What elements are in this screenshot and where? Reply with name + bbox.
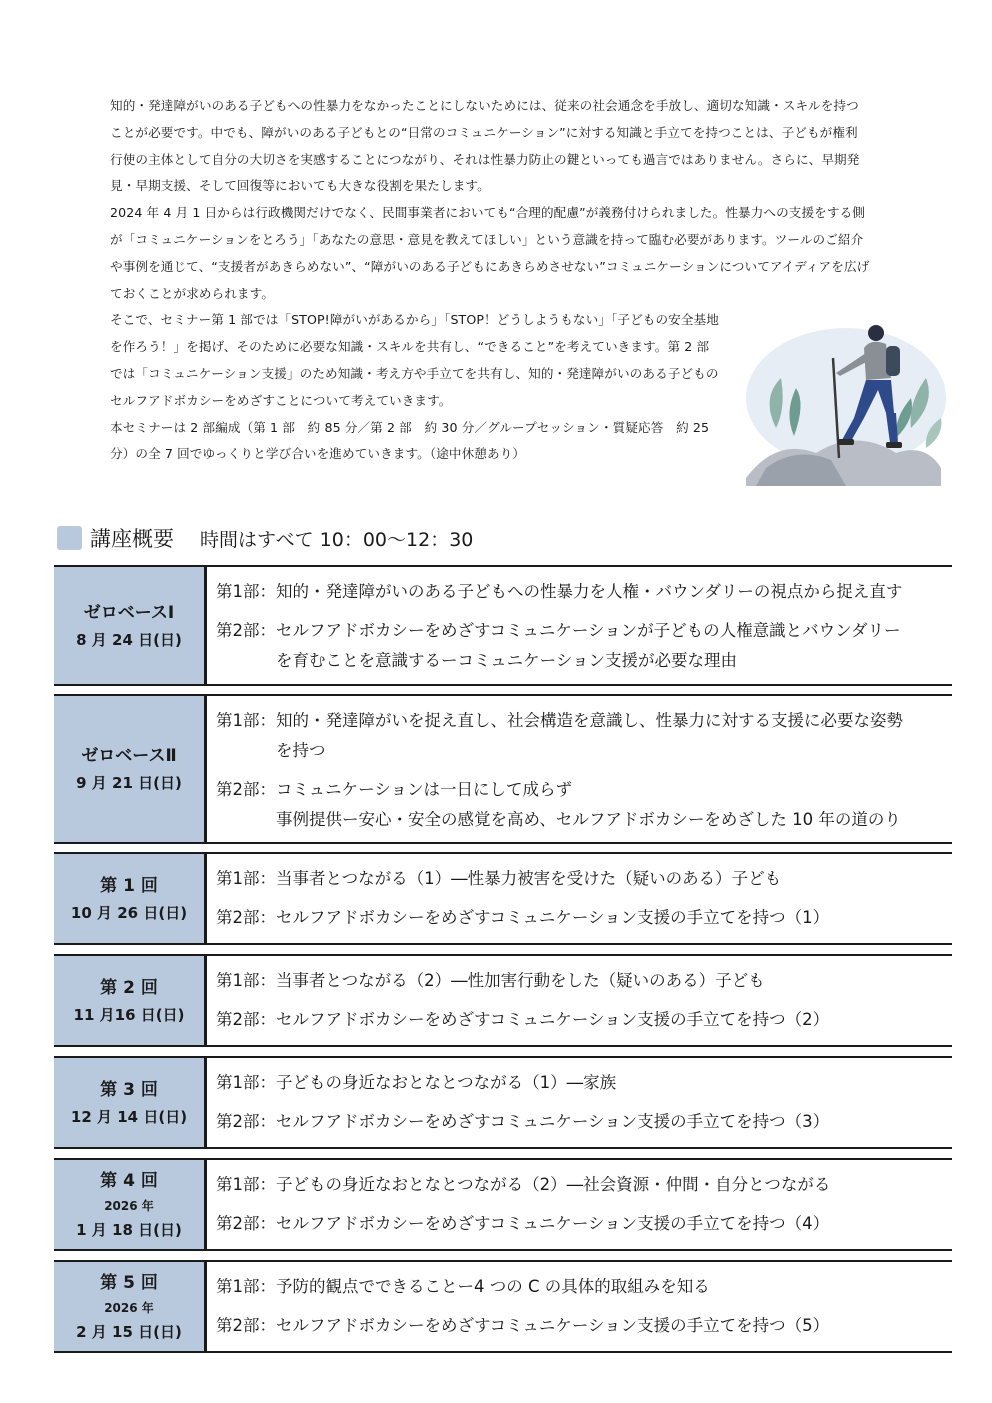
session-part: [216, 1005, 952, 1035]
intro-paragraph-4: 本セミナーは 2 部編成（第 1 部 約 85 分／第 2 部 約 30 分／グループセッション・質疑応答 約 25 分）の全 7 回でゆっくりと学び合いを進めていきます。（途中休憩あり）: [110, 419, 710, 462]
session-date: 1 月 18 日(日): [76, 1220, 182, 1239]
part-text: セルフアドボカシーをめざすコミュニケーション支援の手立てを持つ（3）: [276, 1112, 830, 1131]
part-text: 子どもの身近なおとなとつながる（1）―家族: [276, 1073, 617, 1092]
part-label: 第2部：: [216, 1214, 276, 1233]
part-label: 第1部：: [216, 1073, 276, 1092]
part-text-continued: 事例提供ー安心・安全の感覚を高め、セルフアドボカシーをめざした 10 年の道のり: [276, 810, 901, 829]
part-label: 第2部：: [216, 1112, 276, 1131]
part-label: 第1部：: [216, 869, 276, 888]
part-label: 第2部：: [216, 621, 276, 640]
session-part: [216, 1272, 952, 1302]
part-label: 第2部：: [216, 908, 276, 927]
session-label: [54, 854, 207, 943]
session-row: [54, 694, 952, 844]
session-body: [207, 1160, 952, 1249]
session-part: [216, 1068, 952, 1098]
session-body: [207, 1058, 952, 1147]
session-label: [54, 1160, 207, 1249]
heading-time: 時間はすべて 10：00～12：30: [200, 528, 474, 551]
session-part: [216, 577, 952, 607]
session-row: [54, 565, 952, 686]
hiker-illustration: [736, 318, 946, 486]
session-row: [54, 1260, 952, 1353]
session-label: [54, 956, 207, 1045]
session-label: [54, 696, 207, 842]
session-part: [216, 616, 952, 676]
session-year: 2026 年: [104, 1300, 154, 1315]
session-row: [54, 1056, 952, 1149]
session-label: [54, 1262, 207, 1351]
heading-square-icon: [57, 526, 82, 550]
session-name: ゼロベースⅠ: [83, 602, 175, 623]
session-date: 2 月 15 日(日): [76, 1322, 182, 1341]
session-part: [216, 775, 952, 835]
session-body: [207, 567, 952, 684]
part-label: 第1部：: [216, 1277, 276, 1296]
session-name: 第 3 回: [100, 1079, 158, 1100]
part-text: 知的・発達障がいのある子どもへの性暴力を人権・バウンダリーの視点から捉え直す: [276, 582, 903, 601]
session-date: 12 月 14 日(日): [70, 1107, 188, 1126]
session-row: [54, 852, 952, 945]
session-part: [216, 1209, 952, 1239]
session-date: 9 月 21 日(日): [76, 774, 182, 792]
part-text: セルフアドボカシーをめざすコミュニケーション支援の手立てを持つ（5）: [276, 1316, 830, 1335]
intro-paragraph-1: 知的・発達障がいのある子どもへの性暴力をなかったことにしないためには、従来の社会通念を手放し、適切な知識・スキルを持つことが必要です。中でも、障がいのある子どもとの“日常のコミュニケーション”に対する知識と手立てを持つことは、子どもが権利行使の主体として自分の大切さを実感することにつながり、それは性暴力防止の鍵といっても過言ではありません。さらに、早期発見・早期支援、そして回復等においても大きな役割を果たします。: [110, 98, 860, 194]
session-part: [216, 706, 952, 766]
session-body: [207, 956, 952, 1045]
session-part: [216, 966, 952, 996]
session-row: [54, 954, 952, 1047]
part-text: 予防的観点でできることー4 つの C の具体的取組みを知る: [276, 1277, 710, 1296]
session-body: [207, 696, 952, 842]
part-text: セルフアドボカシーをめざすコミュニケーション支援の手立てを持つ（1）: [276, 908, 830, 927]
session-label: [54, 567, 207, 684]
session-label: [54, 1058, 207, 1147]
session-year: 2026 年: [104, 1198, 154, 1213]
part-label: 第1部：: [216, 711, 276, 730]
part-text-continued: を育むことを意識するーコミュニケーション支援が必要な理由: [276, 651, 738, 670]
intro-paragraph-3: そこで、セミナー第 1 部では「STOP!障がいがあるから」「STOP！どうしようもない」「子どもの安全基地を作ろう！」を掲げ、そのために必要な知識・スキルを共有し、“できること”を考えていきます。第 2 部では「コミュニケーション支援」のため知識・考え方や手立てを共有し、知的・発達障がいのある子どものセルフアドボカシーをめざすことについて考えていきます。: [110, 312, 719, 408]
session-name: ゼロベースⅡ: [81, 746, 177, 766]
session-name: 第 4 回: [100, 1170, 158, 1191]
part-text: セルフアドボカシーをめざすコミュニケーション支援の手立てを持つ（4）: [276, 1214, 830, 1233]
session-name: 第 2 回: [100, 977, 158, 998]
session-part: [216, 903, 952, 933]
session-part: [216, 864, 952, 894]
part-text: セルフアドボカシーをめざすコミュニケーション支援の手立てを持つ（2）: [276, 1010, 830, 1029]
session-body: [207, 854, 952, 943]
intro-paragraph-2: 2024 年 4 月 1 日からは行政機関だけでなく、民間事業者においても“合理的配慮”が義務付けられました。性暴力への支援をする側が「コミュニケーションをとろう」「あなたの意思・意見を教えてほしい」という意識を持って臨む必要があります。ツールのご紹介や事例を通じて、“支援者があきらめない”、“障がいのある子どもにあきらめさせない”コミュニケーションについてアイディアを広げておくことが求められます。: [110, 205, 870, 301]
part-text-continued: を持つ: [276, 741, 326, 760]
part-label: 第1部：: [216, 1175, 276, 1194]
part-label: 第1部：: [216, 971, 276, 990]
session-part: [216, 1170, 952, 1200]
heading-title: 講座概要: [90, 527, 174, 551]
session-date: 8 月 24 日(日): [76, 630, 182, 649]
part-text: 知的・発達障がいを捉え直し、社会構造を意識し、性暴力に対する支援に必要な姿勢: [276, 711, 903, 730]
session-date: 10 月 26 日(日): [70, 903, 188, 922]
session-date: 11 月16 日(日): [73, 1005, 185, 1024]
part-text: 子どもの身近なおとなとつながる（2）―社会資源・仲間・自分とつながる: [276, 1175, 831, 1194]
part-label: 第2部：: [216, 780, 276, 799]
part-text: コミュニケーションは一日にして成らず: [276, 780, 573, 799]
part-text: セルフアドボカシーをめざすコミュニケーションが子どもの人権意識とバウンダリー: [276, 621, 901, 640]
part-label: 第1部：: [216, 582, 276, 601]
course-overview-heading: [57, 522, 473, 554]
session-body: [207, 1262, 952, 1351]
session-part: [216, 1311, 952, 1341]
session-name: 第 1 回: [100, 875, 158, 896]
session-row: [54, 1158, 952, 1251]
session-name: 第 5 回: [100, 1272, 158, 1293]
part-label: 第2部：: [216, 1316, 276, 1335]
part-text: 当事者とつながる（2）―性加害行動をした（疑いのある）子ども: [276, 971, 765, 990]
session-part: [216, 1107, 952, 1137]
part-label: 第2部：: [216, 1010, 276, 1029]
part-text: 当事者とつながる（1）―性暴力被害を受けた（疑いのある）子ども: [276, 869, 782, 888]
